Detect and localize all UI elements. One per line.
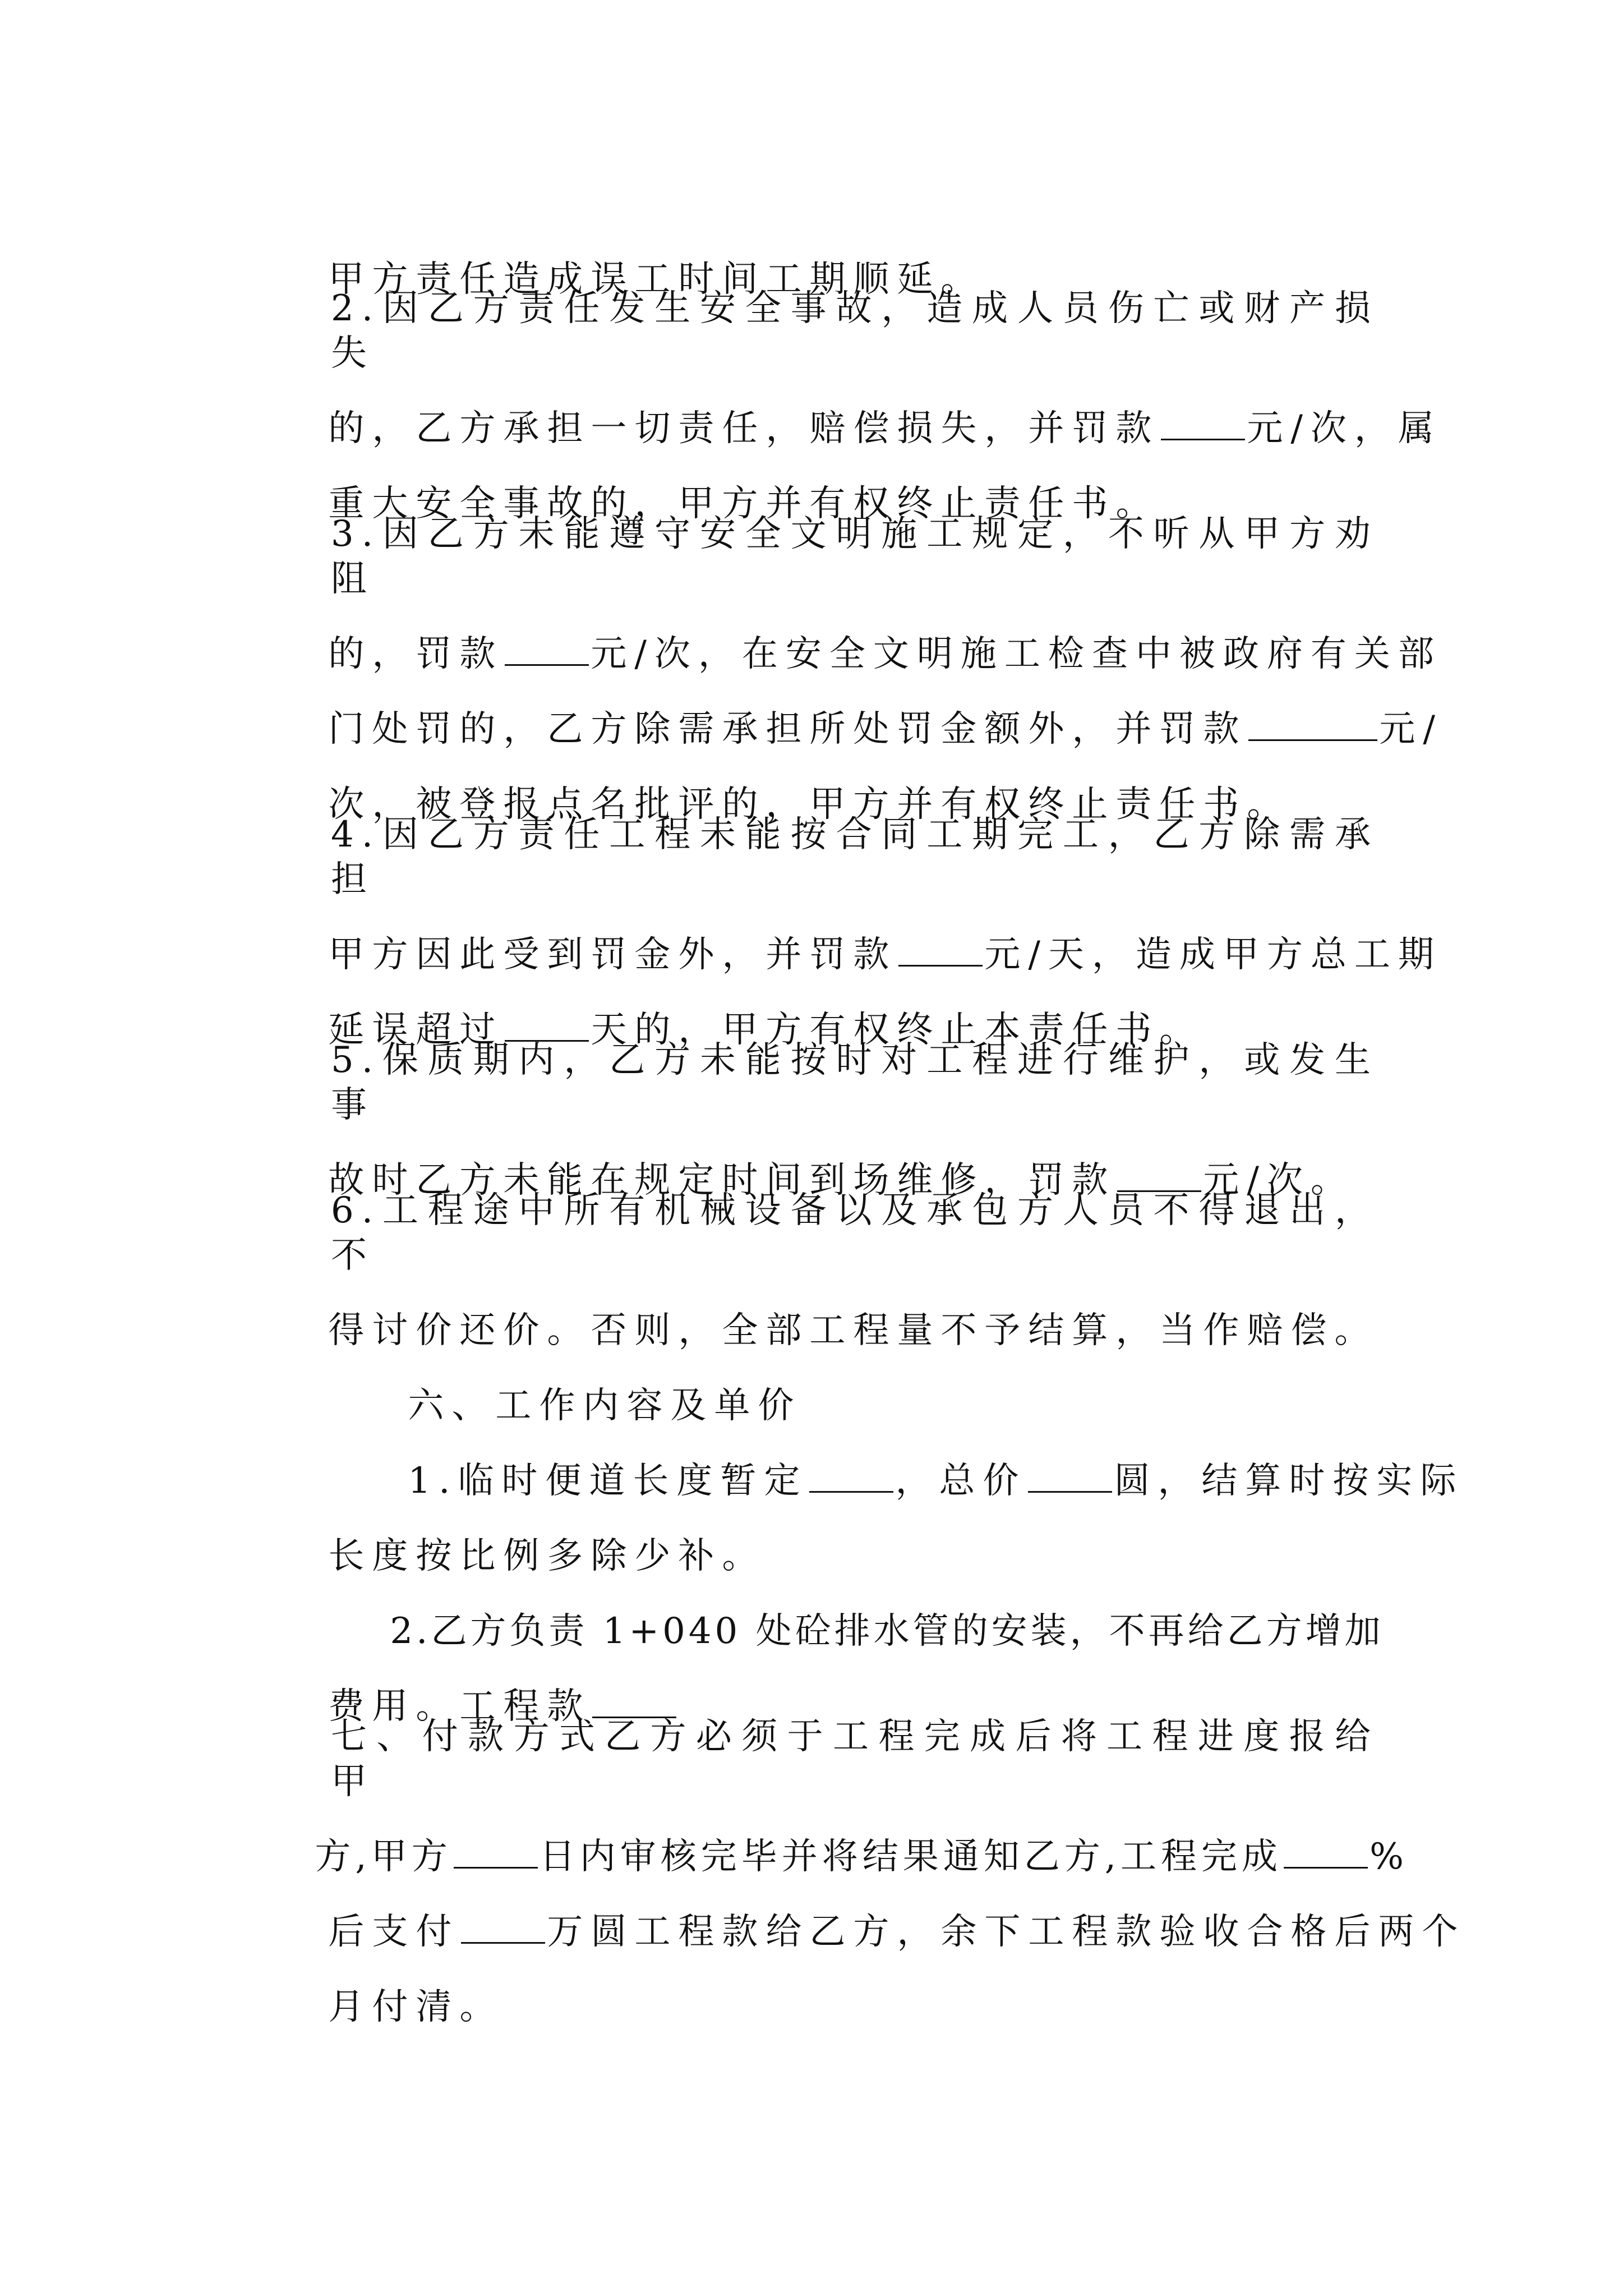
text-line-22: 月付清。 <box>328 1986 504 2028</box>
fill-blank <box>898 935 983 967</box>
fill-blank <box>1248 709 1377 741</box>
text-line-20: 方,甲方 日内审核完毕并将结果通知乙方,工程完成 % <box>315 1836 1408 1878</box>
fill-blank <box>454 1837 538 1869</box>
text-line-16: 1.临时便道长度暂定 ，总价 圆，结算时按实际 <box>408 1460 1464 1502</box>
text-line-12: 5.保质期内，乙方未能按时对工程进行维护，或发生事 <box>331 1039 1378 1126</box>
text-line-2: 2.因乙方责任发生安全事故，造成人员伤亡或财产损失 <box>331 288 1378 374</box>
fill-blank <box>1161 408 1245 440</box>
text-line-1: 甲方责任造成误工时间工期顺延。 <box>328 259 985 300</box>
text-line-18: 2.乙方负责 1+040 处砼排水管的安装，不再给乙方增加 <box>390 1611 1384 1652</box>
fill-blank <box>505 634 589 666</box>
section-heading-6: 六、工作内容及单价 <box>408 1385 802 1427</box>
text-line-17: 长度按比例多除少补。 <box>328 1535 766 1577</box>
text-line-8: 次，被登报点名批评的，甲方并有权终止责任书。 <box>328 784 1291 825</box>
text-line-13: 故时乙方未能在规定时间到场维修，罚款 元/次。 <box>328 1159 1354 1201</box>
fill-blank <box>1028 1461 1112 1493</box>
text-line-15: 得讨价还价。否则，全部工程量不予结算，当作赔偿。 <box>328 1310 1378 1351</box>
fill-blank <box>1284 1837 1368 1869</box>
text-line-11: 延误超过 天的，甲方有权终止本责任书。 <box>328 1009 1204 1051</box>
text-line-10: 甲方因此受到罚金外，并罚款 元/天，造成甲方总工期 <box>328 934 1442 976</box>
text-line-4: 重大安全事故的，甲方并有权终止责任书。 <box>328 483 1160 524</box>
text-line-6: 的，罚款 元/次，在安全文明施工检查中被政府有关部 <box>328 633 1442 675</box>
text-line-14: 6.工程途中所有机械设备以及承包方人员不得退出，不 <box>331 1190 1378 1276</box>
text-line-5: 3.因乙方未能遵守安全文明施工规定，不听从甲方劝阻 <box>331 513 1378 600</box>
fill-blank <box>461 1912 545 1944</box>
fill-blank <box>592 1686 676 1718</box>
section-heading-7: 七、付款方式乙方必须于工程完成后将工程进度报给甲 <box>331 1716 1378 1802</box>
text-line-21: 后支付 万圆工程款给乙方，余下工程款验收合格后两个 <box>328 1911 1466 1953</box>
text-line-3: 的，乙方承担一切责任，赔偿损失，并罚款 元/次，属 <box>328 408 1442 449</box>
text-line-7: 门处罚的，乙方除需承担所处罚金额外，并罚款 元/ <box>328 708 1443 750</box>
fill-blank <box>809 1461 893 1493</box>
fill-blank <box>505 1010 589 1042</box>
text-line-19: 费用。工程款 <box>251 1639 678 1774</box>
text-line-9: 4.因乙方责任工程未能按合同工期完工，乙方除需承担 <box>331 814 1378 900</box>
fill-blank <box>1117 1160 1201 1192</box>
